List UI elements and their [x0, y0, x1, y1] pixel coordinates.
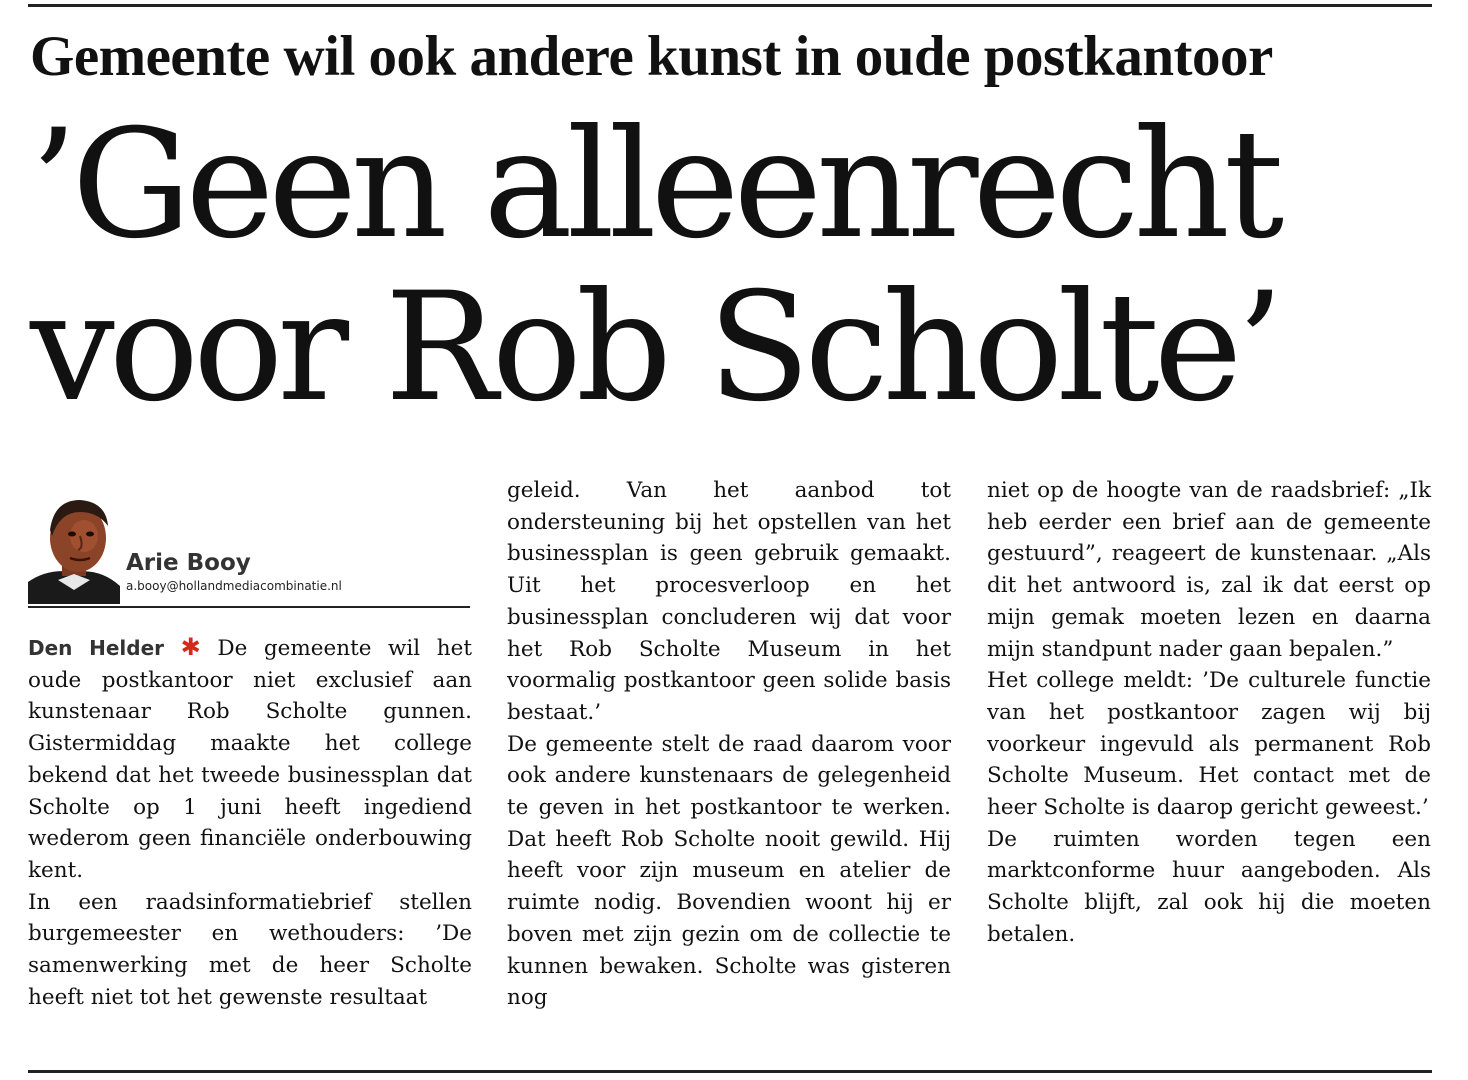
top-rule — [28, 4, 1432, 7]
headline-line-2: voor Rob Scholte’ — [30, 261, 1279, 435]
article-column-2 — [507, 475, 951, 1014]
headline-line-1: ’Geen alleenrecht — [30, 98, 1279, 272]
author-email: a.booy@hollandmediacombinatie.nl — [126, 579, 342, 593]
author-photo — [28, 490, 120, 604]
dateline: Den Helder — [28, 636, 165, 660]
body-paragraph: In een raadsinformatiebrief stellen burgemeester en wethouders: ’De samenwerking met de heer Scholte heeft niet tot het gewenste resultaat — [28, 889, 472, 1010]
author-portrait-image — [28, 490, 120, 604]
body-paragraph: De ruimten worden tegen een marktconforme huur aangeboden. Als Scholte blijft, zal ook hij die moeten betalen. — [987, 826, 1431, 947]
author-name: Arie Booy — [126, 550, 251, 576]
body-paragraph: Het college meldt: ’De culturele functie van het postkantoor zagen wij bij voorkeur ingevuld als permanent Rob Scholte Museum. Het contact met de heer Scholte is daarop gericht geweest.’ — [987, 668, 1431, 821]
article-column-3 — [987, 475, 1431, 951]
body-paragraph: geleid. Van het aanbod tot ondersteuning bij het opstellen van het businessplan is geen gebruik gemaakt. Uit het procesverloop en het businessplan concluderen wij dat voor het Rob Scholte Museum in het voormalig postkantoor geen solide basis bestaat.’ — [507, 478, 951, 725]
lead-paragraph — [28, 632, 472, 887]
body-paragraph: De gemeente stelt de raad daarom voor ook andere kunstenaars de gelegenheid te geven in het postkantoor te werken. Dat heeft Rob Scholte nooit gewild. Hij heeft voor zijn museum en atelier de ruimte nodig. Bovendien woont hij er boven met zijn gezin om de collectie te kunnen bewaken. Scholte was gisteren nog — [507, 731, 951, 1011]
article-column-1 — [28, 632, 472, 1013]
byline — [28, 490, 470, 608]
asterisk-icon: ✱ — [180, 633, 201, 661]
article-kicker: Gemeente wil ook andere kunst in oude postkantoor — [30, 25, 1273, 88]
body-paragraph: niet op de hoogte van de raadsbrief: „Ik heb eerder een brief aan de gemeente gestuurd”, reageert de kunstenaar. „Als dit het antwoord is, zal ik dat eerst op mijn gemak moeten lezen en daarna mijn standpunt nader gaan bepalen.” — [987, 478, 1431, 662]
bottom-rule — [28, 1070, 1432, 1073]
lead-paragraph-text: De gemeente wil het oude postkantoor niet exclusief aan kunstenaar Rob Scholte gunnen. Gistermiddag maakte het college bekend dat het tweede businessplan dat Scholte op 1 juni heeft ingediend wederom geen financiële onderbouwing kent. — [28, 636, 472, 883]
